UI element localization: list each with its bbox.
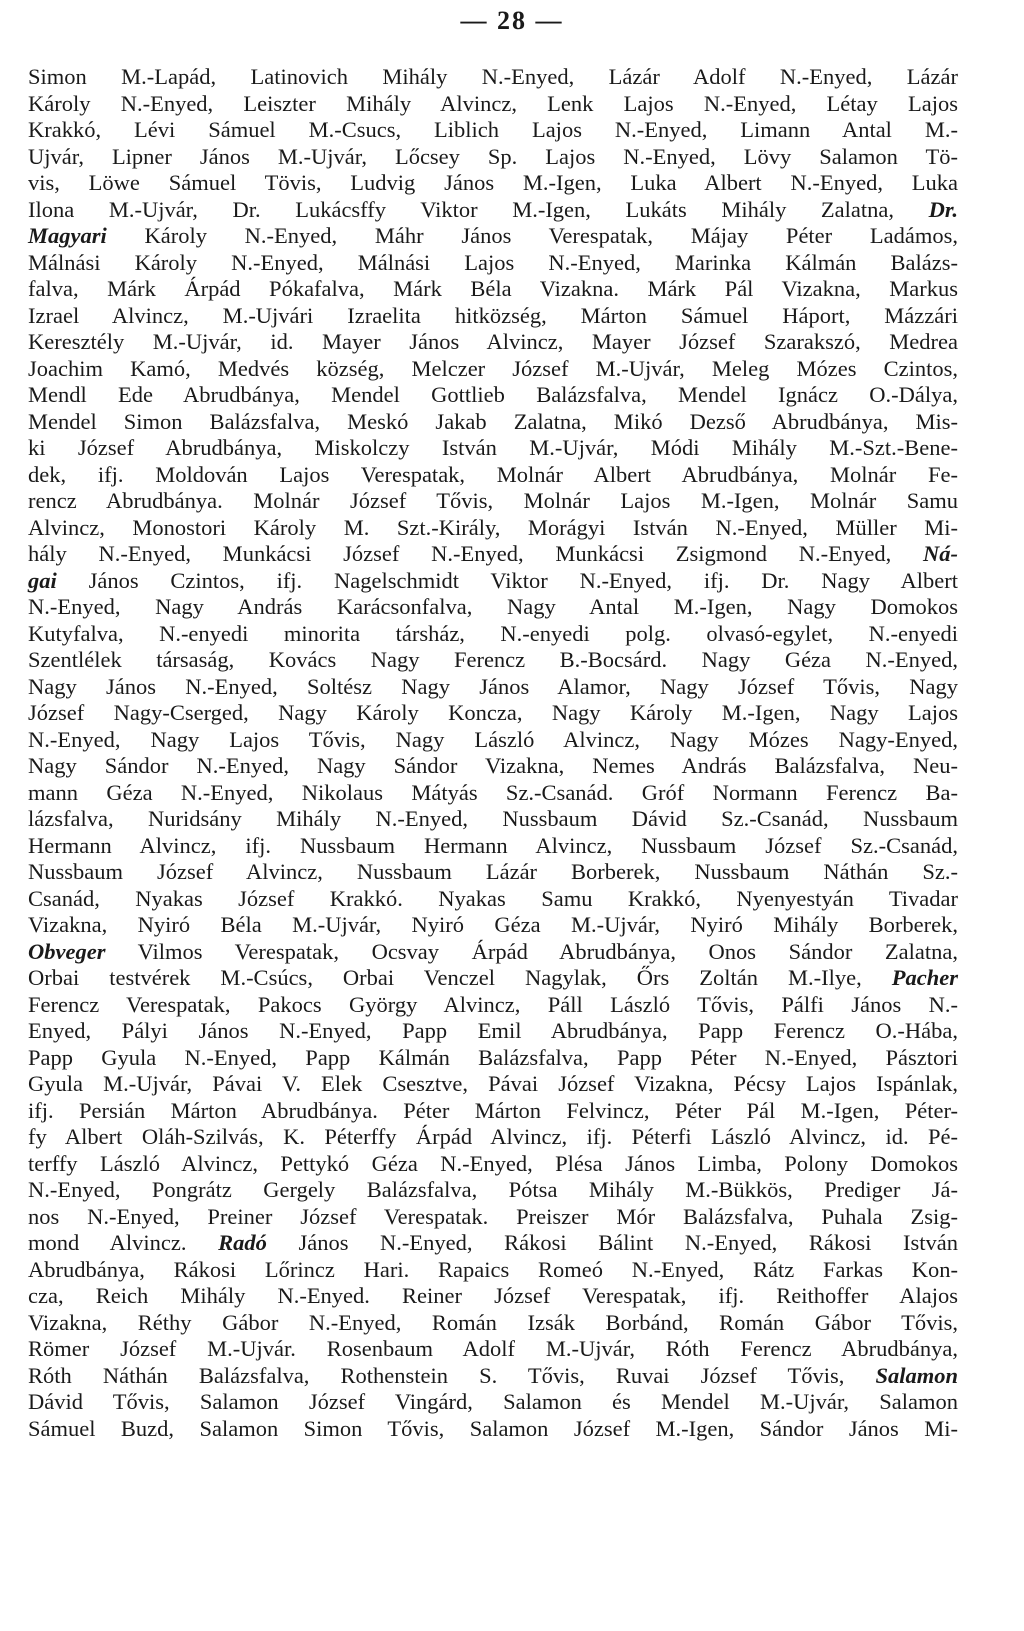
text-line: ifj. Persián Márton Abrudbánya. Péter Márton Felvincz, Péter Pál M.-Igen, Péter- [28, 1097, 958, 1123]
text-line: Málnási Károly N.-Enyed, Málnási Lajos N.-Enyed, Marinka Kálmán Balázs- [28, 249, 958, 275]
text-line: Ferencz Verespatak, Pakocs György Alvincz, Páll László Tővis, Pálfi János N.- [28, 991, 958, 1017]
text-line: nos N.-Enyed, Preiner József Verespatak. Preiszer Mór Balázsfalva, Puhala Zsig- [28, 1203, 958, 1229]
italic-name: gai [28, 567, 57, 593]
line-text: János N.-Enyed, Rákosi Bálint N.-Enyed, Rákosi István [266, 1230, 959, 1255]
italic-name: Pacher [891, 965, 958, 990]
line-text: hály N.-Enyed, Munkácsi József N.-Enyed, Munkácsi Zsigmond N.-Enyed, [28, 541, 923, 566]
italic-name: Ná- [923, 541, 958, 566]
text-line: rencz Abrudbánya. Molnár József Tővis, Molnár Lajos M.-Igen, Molnár Samu [28, 488, 958, 513]
text-line: Szentlélek társaság, Kovács Nagy Ferencz B.-Bocsárd. Nagy Géza N.-Enyed, [28, 647, 958, 672]
text-line: Simon M.-Lapád, Latinovich Mihály N.-Enyed, Lázár Adolf N.-Enyed, Lázár [28, 64, 958, 89]
text-line: Izrael Alvincz, M.-Ujvári Izraelita hitközség, Márton Sámuel Háport, Mázzári [28, 302, 958, 328]
text-line: ki József Abrudbánya, Miskolczy István M.-Ujvár, Módi Mihály M.-Szt.-Bene- [28, 435, 958, 460]
text-line: József Nagy-Cserged, Nagy Károly Koncza, Nagy Károly M.-Igen, Nagy Lajos [28, 700, 958, 725]
text-line [28, 568, 958, 595]
line-text: Vilmos Verespatak, Ocsvay Árpád Abrudbánya, Onos Sándor Zalatna, [105, 938, 958, 964]
text-line: Károly N.-Enyed, Leiszter Mihály Alvincz, Lenk Lajos N.-Enyed, Létay Lajos [28, 90, 958, 116]
text-line: cza, Reich Mihály N.-Enyed. Reiner József Verespatak, ifj. Reithoffer Alajos [28, 1283, 958, 1308]
text-line: Römer József M.-Ujvár. Rosenbaum Adolf M.-Ujvár, Róth Ferencz Abrudbánya, [28, 1336, 958, 1361]
italic-name: Radó [218, 1230, 267, 1255]
line-text: Orbai testvérek M.-Csúcs, Orbai Venczel Nagylak, Őrs Zoltán M.-Ilye, [28, 965, 892, 990]
text-line: dek, ifj. Moldován Lajos Verespatak, Molnár Albert Abrudbánya, Molnár Fe- [28, 461, 958, 487]
text-line: Hermann Alvincz, ifj. Nussbaum Hermann Alvincz, Nussbaum József Sz.-Csanád, [28, 832, 958, 858]
italic-name: Magyari [28, 223, 107, 248]
text-line: lázsfalva, Nuridsány Mihály N.-Enyed, Nussbaum Dávid Sz.-Csanád, Nussbaum [28, 806, 958, 831]
text-line: Nagy János N.-Enyed, Soltész Nagy János Alamor, Nagy József Tővis, Nagy [28, 673, 958, 699]
text-line: Mendel Simon Balázsfalva, Meskó Jakab Zalatna, Mikó Dezső Abrudbánya, Mis- [28, 408, 958, 434]
text-line: N.-Enyed, Pongrátz Gergely Balázsfalva, Pótsa Mihály M.-Bükkös, Prediger Já- [28, 1177, 958, 1202]
text-line: Papp Gyula N.-Enyed, Papp Kálmán Balázsfalva, Papp Péter N.-Enyed, Pásztori [28, 1044, 958, 1070]
text-line: Alvincz, Monostori Károly M. Szt.-Király, Morágyi István N.-Enyed, Müller Mi- [28, 514, 958, 540]
page-number: — 28 — [460, 6, 564, 35]
text-line: Keresztély M.-Ujvár, id. Mayer János Alvincz, Mayer József Szarakszó, Medrea [28, 329, 958, 354]
text-line: Gyula M.-Ujvár, Pávai V. Elek Csesztve, Pávai József Vizakna, Pécsy Lajos Ispánlak, [28, 1071, 958, 1096]
text-line: N.-Enyed, Nagy András Karácsonfalva, Nagy Antal M.-Igen, Nagy Domokos [28, 594, 958, 619]
text-line: Enyed, Pályi János N.-Enyed, Papp Emil Abrudbánya, Papp Ferencz O.-Hába, [28, 1018, 958, 1043]
italic-name: Salamon [875, 1362, 958, 1388]
text-line [28, 1230, 958, 1257]
text-line: falva, Márk Árpád Pókafalva, Márk Béla Vizakna. Márk Pál Vizakna, Markus [28, 276, 958, 301]
text-line: Dávid Tővis, Salamon József Vingárd, Salamon és Mendel M.-Ujvár, Salamon [28, 1389, 958, 1414]
text-line [28, 197, 958, 224]
text-line: Sámuel Buzd, Salamon Simon Tővis, Salamon József M.-Igen, Sándor János Mi- [28, 1415, 958, 1441]
text-line: Csanád, Nyakas József Krakkó. Nyakas Samu Krakkó, Nyenyestyán Tivadar [28, 885, 958, 911]
italic-name: Obveger [28, 938, 106, 964]
text-line [28, 541, 958, 568]
line-text: János Czintos, ifj. Nagelschmidt Viktor N.-Enyed, ifj. Dr. Nagy Albert [56, 567, 958, 593]
text-line [28, 965, 958, 992]
italic-name: Dr. [928, 196, 958, 222]
text-line: Abrudbánya, Rákosi Lőrincz Hari. Rapaics Romeó N.-Enyed, Rátz Farkas Kon- [28, 1256, 958, 1282]
text-line: Vizakna, Nyiró Béla M.-Ujvár, Nyiró Géza M.-Ujvár, Nyiró Mihály Borberek, [28, 912, 958, 937]
text-line [28, 1363, 958, 1390]
line-text: Károly N.-Enyed, Máhr János Verespatak, Májay Péter Ladámos, [106, 223, 958, 248]
text-line [28, 939, 958, 966]
text-line: terffy László Alvincz, Pettykó Géza N.-Enyed, Plésa János Limba, Polony Domokos [28, 1150, 958, 1176]
text-line: Mendl Ede Abrudbánya, Mendel Gottlieb Balázsfalva, Mendel Ignácz O.-Dálya, [28, 382, 958, 407]
text-line [28, 223, 958, 250]
text-line: Kutyfalva, N.-enyedi minorita társház, N.-enyedi polg. olvasó-egylet, N.-enyedi [28, 620, 958, 646]
text-line: Ujvár, Lipner János M.-Ujvár, Lőcsey Sp. Lajos N.-Enyed, Lövy Salamon Tö- [28, 143, 958, 169]
text-line: Vizakna, Réthy Gábor N.-Enyed, Román Izsák Borbánd, Román Gábor Tővis, [28, 1309, 958, 1335]
text-line: Krakkó, Lévi Sámuel M.-Csucs, Liblich Lajos N.-Enyed, Limann Antal M.- [28, 117, 958, 142]
text-line: fy Albert Oláh-Szilvás, K. Péterffy Árpád Alvincz, ifj. Péterfi László Alvincz, id. Pé- [28, 1124, 958, 1149]
line-text: Ilona M.-Ujvár, Dr. Lukácsffy Viktor M.-Igen, Lukáts Mihály Zalatna, [28, 196, 929, 222]
text-line: Nagy Sándor N.-Enyed, Nagy Sándor Vizakna, Nemes András Balázsfalva, Neu- [28, 753, 958, 778]
text-line: Joachim Kamó, Medvés község, Melczer József M.-Ujvár, Meleg Mózes Czintos, [28, 355, 958, 381]
line-text: mond Alvincz. [28, 1230, 219, 1255]
text-line: mann Géza N.-Enyed, Nikolaus Mátyás Sz.-Csanád. Gróf Normann Ferencz Ba- [28, 779, 958, 805]
text-line: Nussbaum József Alvincz, Nussbaum Lázár Borberek, Nussbaum Náthán Sz.- [28, 859, 958, 884]
line-text: Róth Náthán Balázsfalva, Rothenstein S. Tővis, Ruvai József Tővis, [28, 1362, 876, 1388]
document-body [28, 64, 958, 1442]
text-line: N.-Enyed, Nagy Lajos Tővis, Nagy László Alvincz, Nagy Mózes Nagy-Enyed, [28, 726, 958, 752]
text-line: vis, Löwe Sámuel Tövis, Ludvig János M.-Igen, Luka Albert N.-Enyed, Luka [28, 170, 958, 195]
